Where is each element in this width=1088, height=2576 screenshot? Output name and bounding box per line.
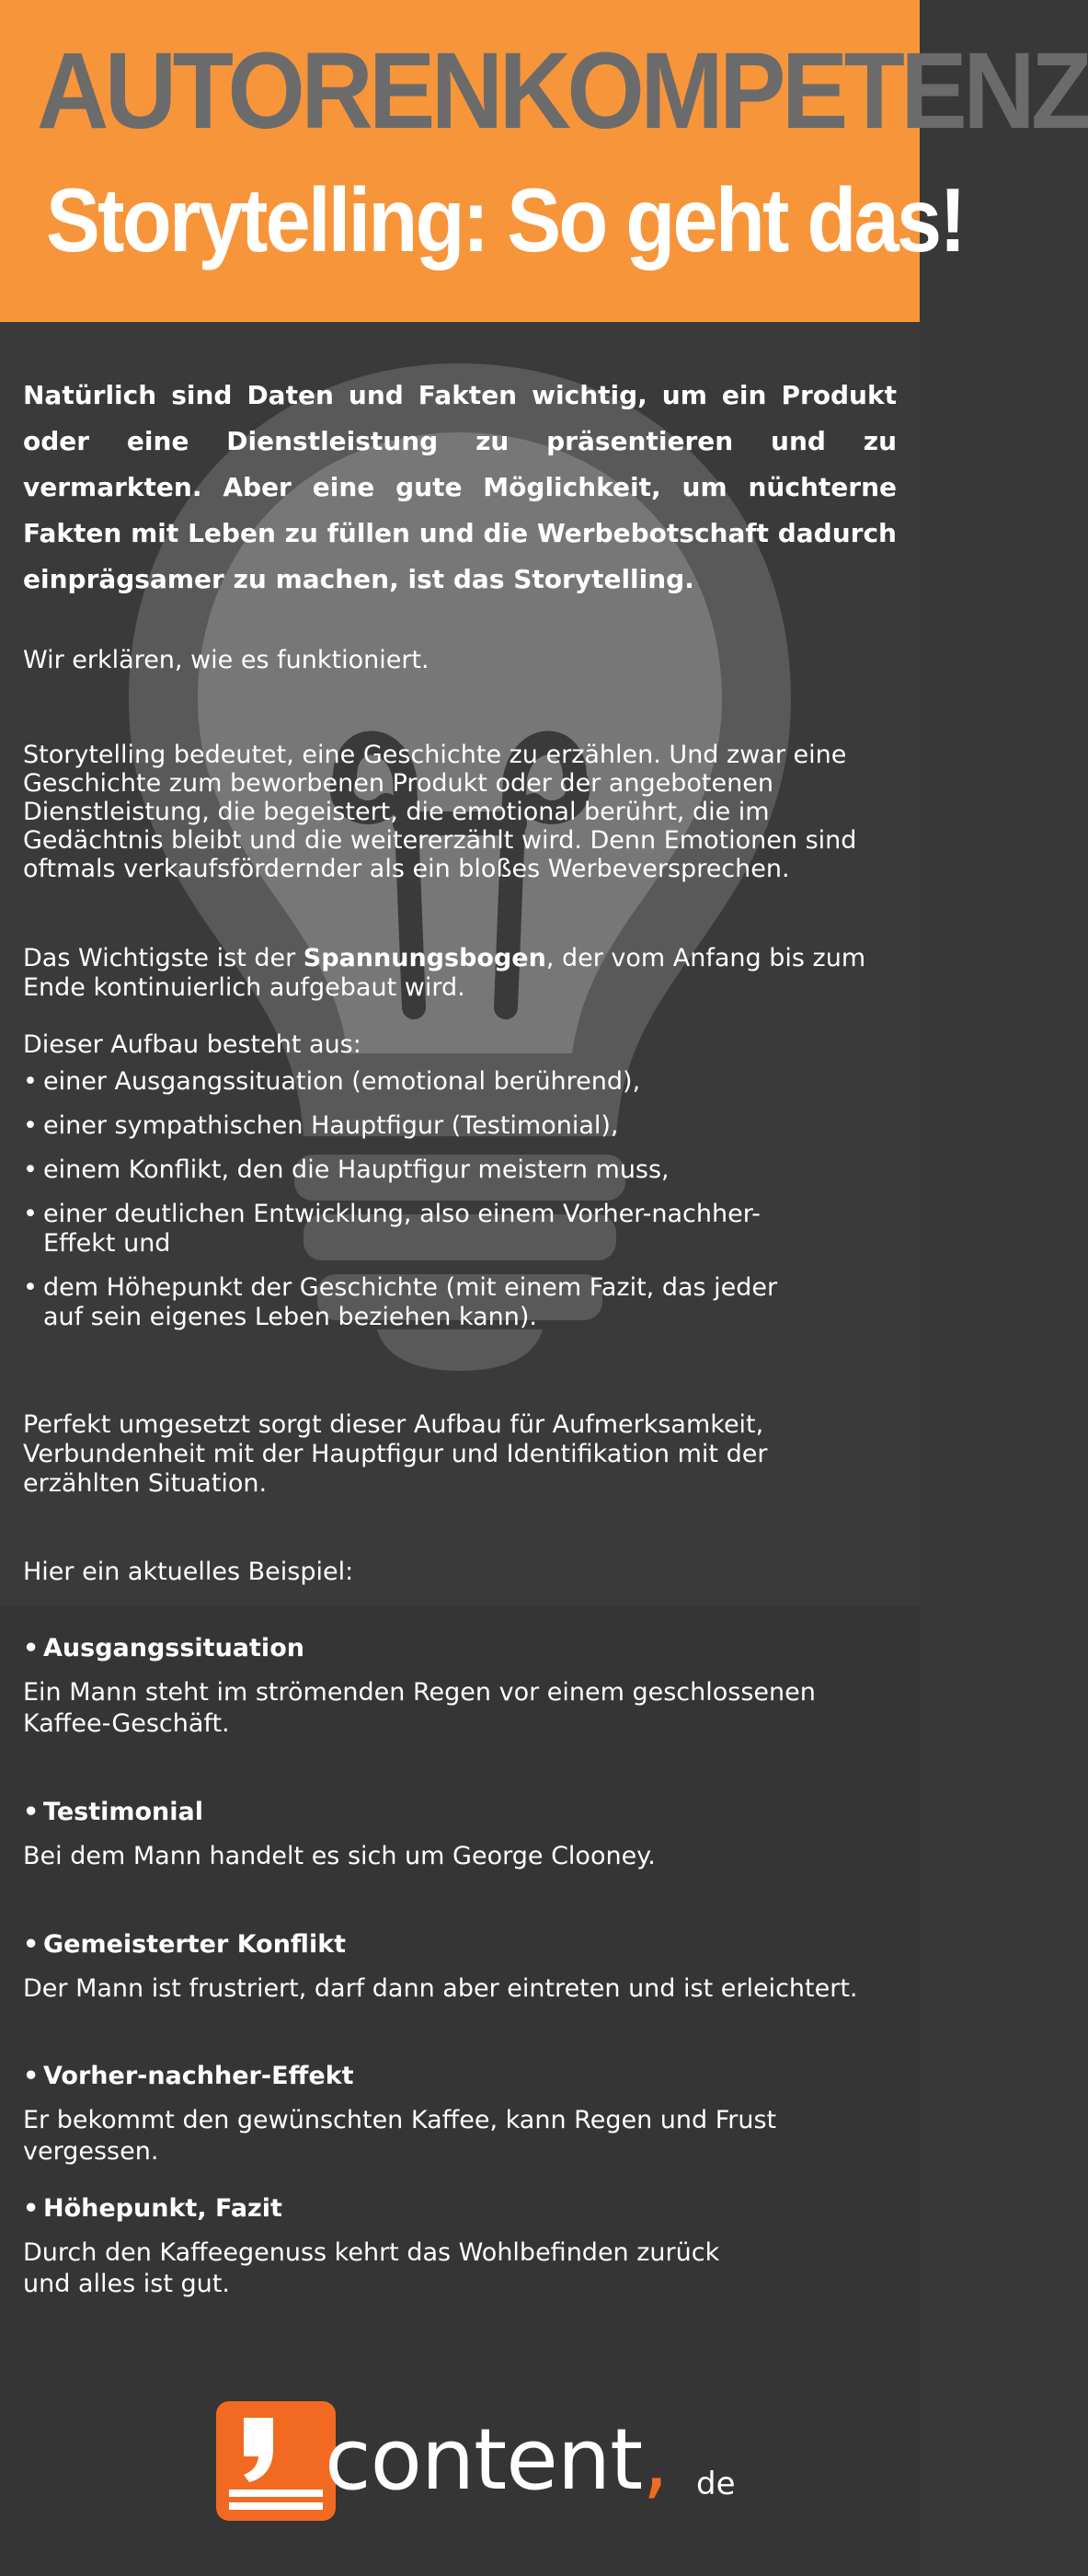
content-de-logo [216, 2401, 736, 2521]
logo-word: content [325, 2410, 643, 2509]
list-item: • dem Höhepunkt der Geschichte (mit einem Fazit, das jeder auf sein eigenes Leben beziehen kann). [23, 1273, 786, 1332]
important-bold: Spannungsbogen [303, 944, 546, 972]
example-item [23, 1797, 906, 1872]
header-subtitle: Storytelling: So geht das! [46, 169, 965, 270]
list-item: • einer deutlichen Entwicklung, also einem Vorher-nachher-Effekt und [23, 1200, 786, 1259]
example-item [23, 2061, 906, 2168]
structure-intro: Dieser Aufbau besteht aus: [23, 1030, 361, 1059]
list-item: • einer Ausgangssituation (emotional berührend), [23, 1067, 851, 1097]
header-banner [0, 0, 1088, 322]
example-intro: Hier ein aktuelles Beispiel: [23, 1558, 354, 1586]
content-section [0, 322, 920, 1605]
example-text: Ein Mann steht im strömenden Regen vor einem geschlossenen Kaffee-Geschäft. [23, 1678, 816, 1738]
important-before: Das Wichtigste ist der [23, 944, 303, 972]
example-item [23, 1633, 906, 1740]
important-after: , der vom Anfang bis zum Ende kontinuierlich aufgebaut wird. [23, 944, 866, 1002]
perfect-paragraph: Perfekt umgesetzt sorgt dieser Aufbau für Aufmerksamkeit, Verbundenheit mit der Hauptfigur und Identifikation mit der erzählten Situation. [23, 1410, 768, 1498]
example-text: Der Mann ist frustriert, darf dann aber eintreten und ist erleichtert. [23, 1974, 858, 2003]
example-item [23, 1929, 906, 2005]
structure-list [23, 1067, 851, 1347]
example-title: • Testimonial [23, 1797, 906, 1828]
example-title: • Vorher-nachher-Effekt [23, 2061, 906, 2092]
example-title: • Ausgangssituation [23, 1633, 906, 1664]
example-title: • Gemeisterter Konflikt [23, 1929, 906, 1961]
list-item: • einem Konflikt, den die Hauptfigur meistern muss, [23, 1156, 851, 1185]
example-text: Er bekommt den gewünschten Kaffee, kann Regen und Frust vergessen. [23, 2106, 777, 2166]
logo-comma: , [642, 2410, 669, 2509]
definition-paragraph: Storytelling bedeutet, eine Geschichte zu erzählen. Und zwar eine Geschichte zum beworbenen Produkt oder der angebotenen Dienstleistung, die begeistert, die emotional berührt, die im Gedächtnis bleibt und die weitererzählt wird. Denn Emotionen sind oftmals verkaufsfördernder als ein bloßes Werbeversprechen. [23, 741, 857, 883]
example-text: Bei dem Mann handelt es sich um George Clooney. [23, 1842, 656, 1870]
logo-mark-icon [216, 2401, 336, 2521]
logo-wordmark [325, 2410, 669, 2509]
intro-paragraph: Natürlich sind Daten und Fakten wichtig, um ein Produkt oder eine Dienstleistung zu präsentieren und zu vermarkten. Aber eine gute Möglichkeit, um nüchterne Fakten mit Leben zu füllen und die Werbebotschaft dadurch einprägsamer zu machen, ist das Storytelling. [23, 380, 897, 594]
header-title: AUTORENKOMPETENZ [37, 30, 1088, 152]
list-item: • einer sympathischen Hauptfigur (Testimonial), [23, 1111, 851, 1141]
explain-text: Wir erklären, wie es funktioniert. [23, 646, 429, 674]
logo-suffix: de [696, 2466, 736, 2502]
important-paragraph [23, 944, 901, 1003]
example-title: • Höhepunkt, Fazit [23, 2193, 906, 2225]
example-item [23, 2193, 906, 2300]
example-text: Durch den Kaffeegenuss kehrt das Wohlbefinden zurück und alles ist gut. [23, 2238, 720, 2298]
